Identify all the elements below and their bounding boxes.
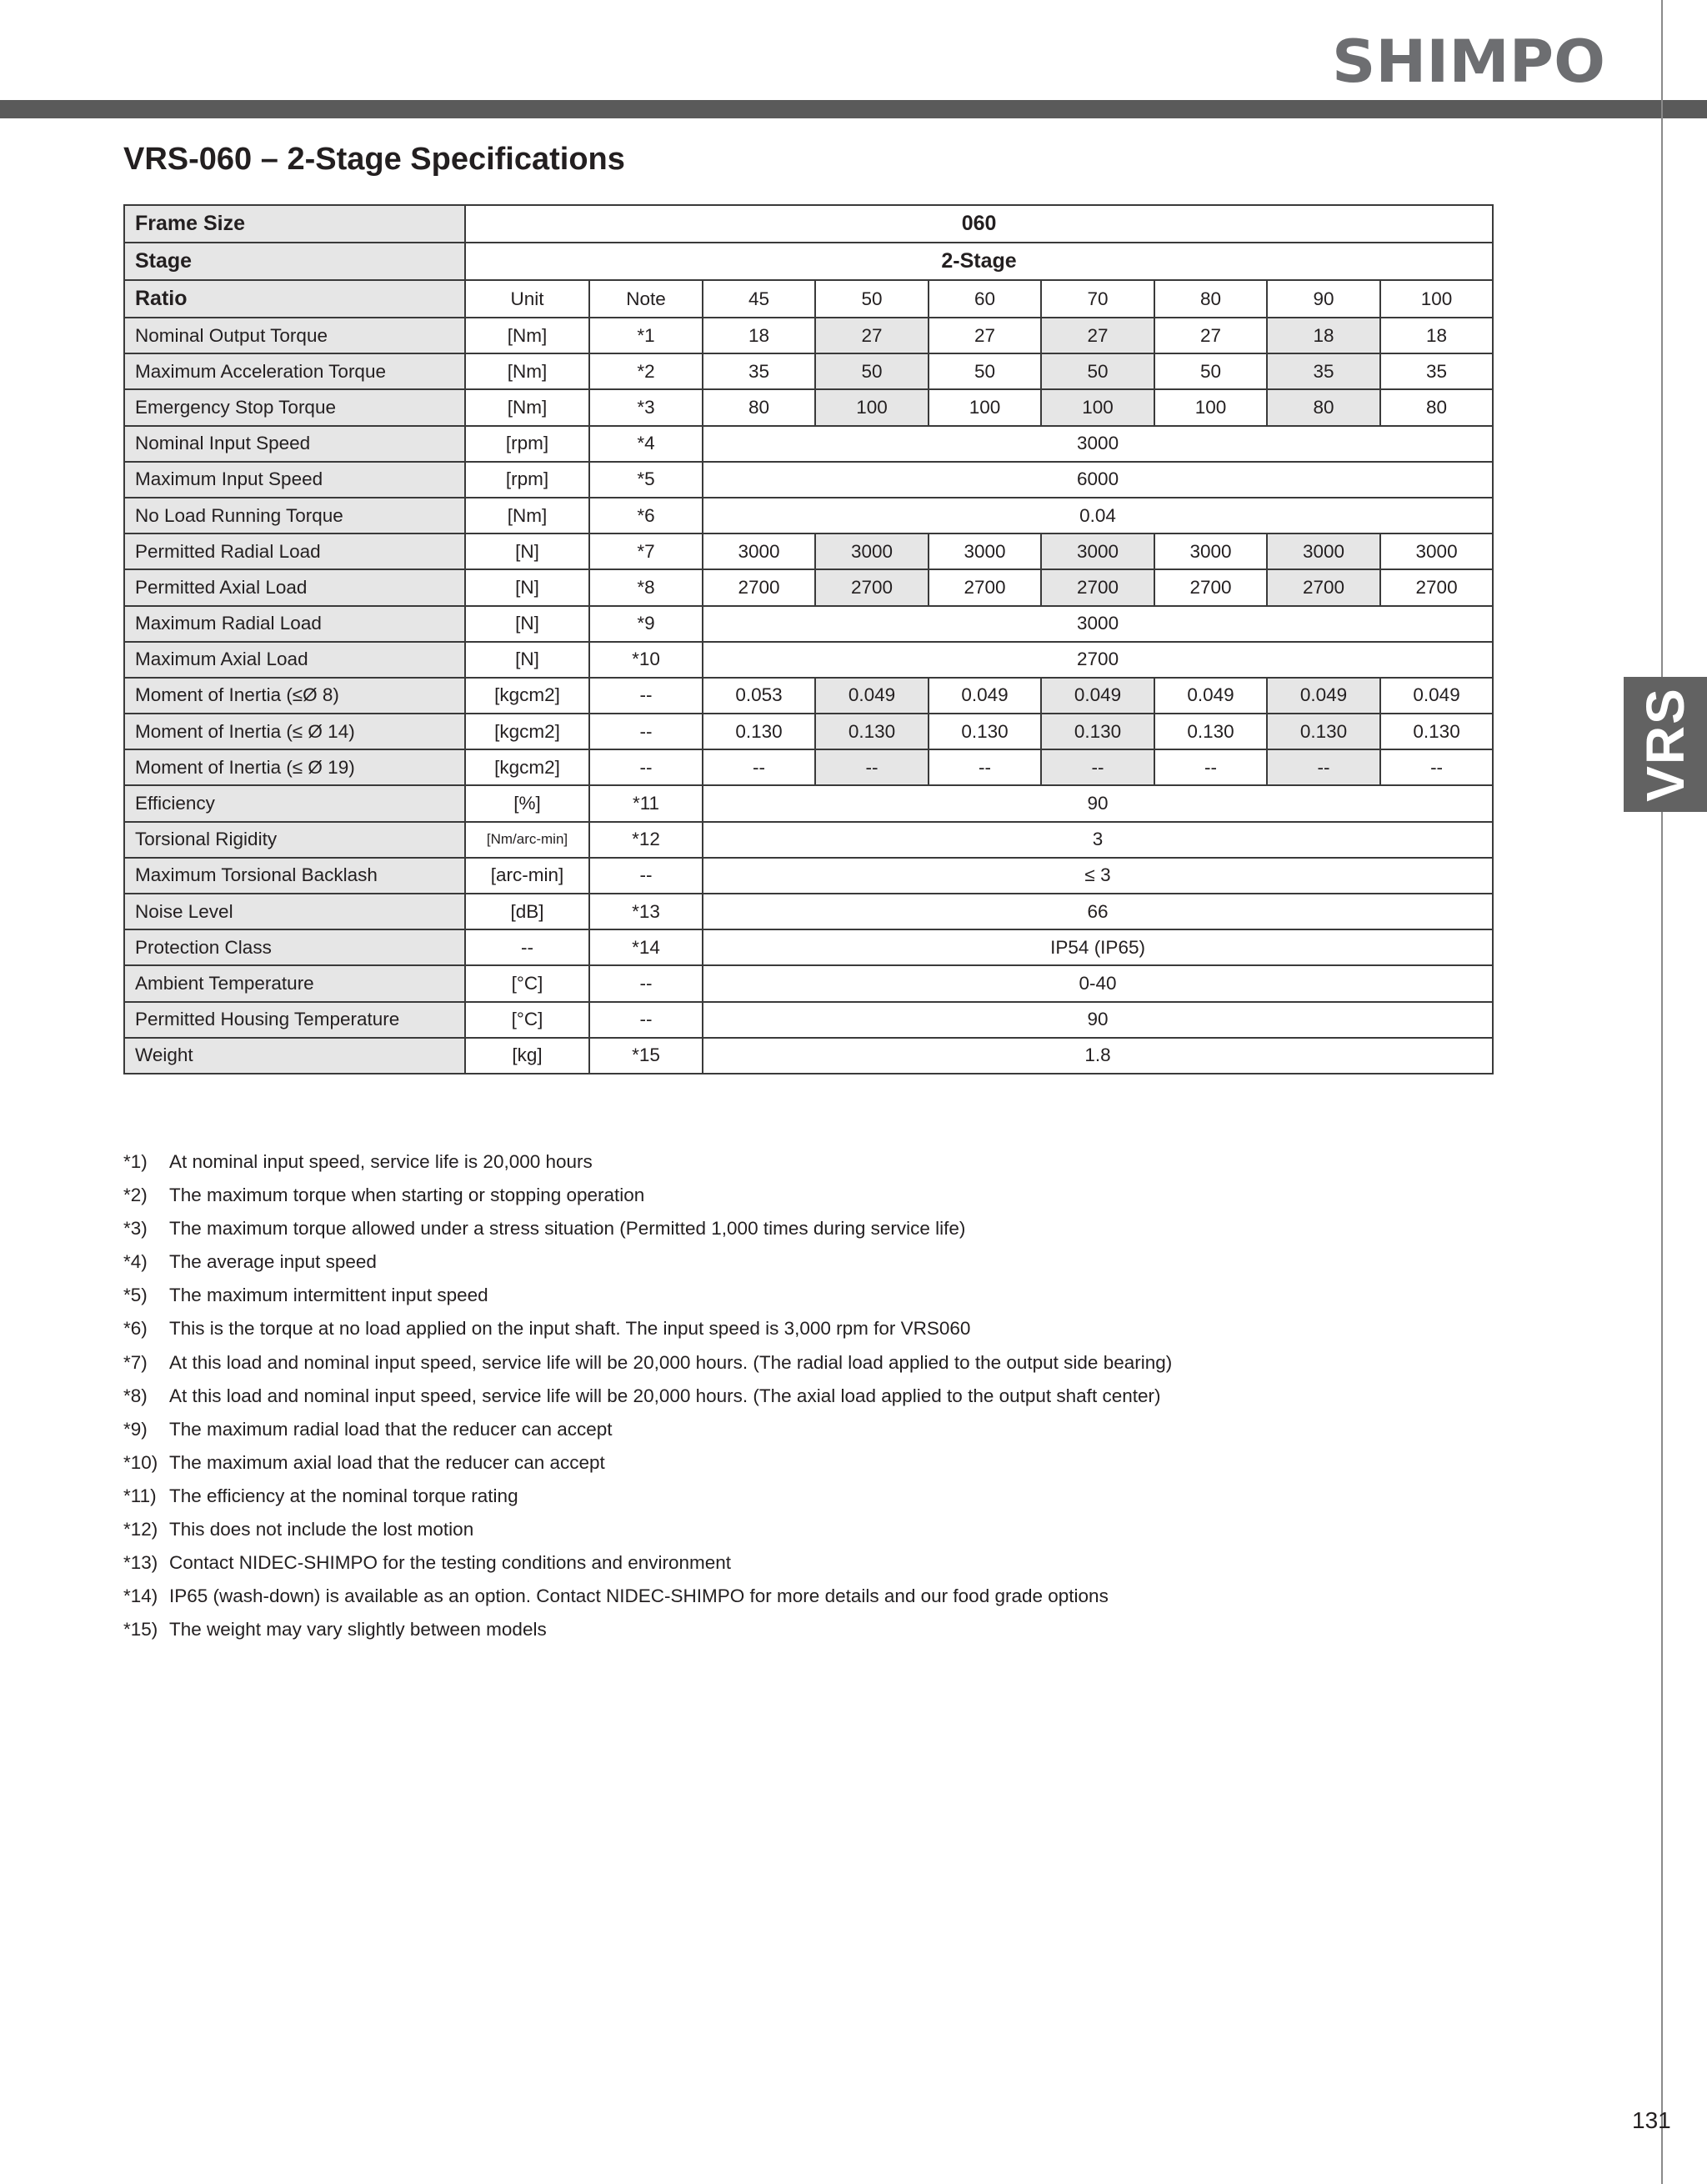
footnote xyxy=(123,1613,1172,1646)
spec-value: 18 xyxy=(1267,318,1380,353)
spec-unit: [kg] xyxy=(465,1038,589,1074)
ratio-row xyxy=(124,280,1493,318)
svg-text:SHIMPO: SHIMPO xyxy=(1332,28,1605,92)
spec-unit: [Nm] xyxy=(465,318,589,353)
spec-value: 80 xyxy=(1267,389,1380,425)
spec-note: -- xyxy=(589,858,703,894)
footnote xyxy=(123,1580,1172,1613)
spec-value: 0.049 xyxy=(929,678,1041,714)
spec-unit: [dB] xyxy=(465,894,589,929)
spec-row xyxy=(124,785,1493,821)
spec-value: 50 xyxy=(929,353,1041,389)
ratio-value: 60 xyxy=(929,280,1041,318)
footnote-text: The maximum torque when starting or stopping operation xyxy=(169,1185,645,1206)
shimpo-logo xyxy=(1331,25,1606,92)
footnote-marker: *1) xyxy=(123,1151,148,1172)
spec-unit: [N] xyxy=(465,569,589,605)
spec-value: -- xyxy=(929,749,1041,785)
spec-value: 0-40 xyxy=(703,965,1493,1001)
spec-note: -- xyxy=(589,678,703,714)
spec-value: 0.049 xyxy=(1380,678,1493,714)
spec-unit: [°C] xyxy=(465,1002,589,1038)
spec-label: No Load Running Torque xyxy=(124,498,465,533)
footnotes xyxy=(123,1145,1172,1646)
spec-note: *12 xyxy=(589,822,703,858)
spec-value: 50 xyxy=(815,353,929,389)
spec-value: 100 xyxy=(929,389,1041,425)
spec-value: 27 xyxy=(1154,318,1267,353)
spec-row xyxy=(124,389,1493,425)
spec-value: 3 xyxy=(703,822,1493,858)
spec-label: Nominal Output Torque xyxy=(124,318,465,353)
footnote-marker: *3) xyxy=(123,1218,148,1240)
spec-row xyxy=(124,1002,1493,1038)
spec-row xyxy=(124,606,1493,642)
spec-value: 3000 xyxy=(1380,533,1493,569)
spec-value: 0.130 xyxy=(1267,714,1380,749)
spec-value: -- xyxy=(1380,749,1493,785)
spec-value: 27 xyxy=(815,318,929,353)
footnote-text: This does not include the lost motion xyxy=(169,1519,474,1540)
spec-value: 0.049 xyxy=(1154,678,1267,714)
spec-row xyxy=(124,569,1493,605)
footnote-text: The efficiency at the nominal torque rating xyxy=(169,1485,518,1506)
spec-unit: [Nm] xyxy=(465,353,589,389)
spec-row xyxy=(124,353,1493,389)
footnote-marker: *2) xyxy=(123,1185,148,1206)
spec-value: 35 xyxy=(703,353,815,389)
spec-note: *10 xyxy=(589,642,703,678)
footnote xyxy=(123,1546,1172,1580)
spec-value: -- xyxy=(1041,749,1154,785)
spec-label: Noise Level xyxy=(124,894,465,929)
spec-row xyxy=(124,929,1493,965)
spec-label: Moment of Inertia (≤ Ø 14) xyxy=(124,714,465,749)
spec-value: 2700 xyxy=(1267,569,1380,605)
page-number: 131 xyxy=(1632,2107,1671,2133)
footnote-text: The weight may vary slightly between models xyxy=(169,1619,547,1641)
footnote-text: This is the torque at no load applied on the input shaft. The input speed is 3,000 rpm for VRS060 xyxy=(169,1318,971,1340)
spec-label: Weight xyxy=(124,1038,465,1074)
spec-unit: [Nm] xyxy=(465,389,589,425)
footnote-marker: *4) xyxy=(123,1251,148,1273)
spec-unit: [N] xyxy=(465,606,589,642)
spec-label: Moment of Inertia (≤Ø 8) xyxy=(124,678,465,714)
spec-value: 35 xyxy=(1380,353,1493,389)
spec-label: Maximum Acceleration Torque xyxy=(124,353,465,389)
footnote-text: The maximum axial load that the reducer can accept xyxy=(169,1451,605,1473)
footnote-text: At this load and nominal input speed, service life will be 20,000 hours. (The radial load applied to the output side bearing) xyxy=(169,1351,1173,1373)
footnote-marker: *6) xyxy=(123,1318,148,1340)
spec-note: *9 xyxy=(589,606,703,642)
spec-note: *11 xyxy=(589,785,703,821)
spec-row xyxy=(124,714,1493,749)
spec-unit: [%] xyxy=(465,785,589,821)
spec-value: 3000 xyxy=(1267,533,1380,569)
footnote xyxy=(123,1312,1172,1345)
spec-value: 2700 xyxy=(1380,569,1493,605)
specifications-table xyxy=(123,204,1494,1074)
spec-label: Nominal Input Speed xyxy=(124,426,465,462)
footnote-text: The maximum radial load that the reducer can accept xyxy=(169,1418,613,1440)
spec-value: 27 xyxy=(929,318,1041,353)
footnote-text: At this load and nominal input speed, service life will be 20,000 hours. (The axial load applied to the output shaft center) xyxy=(169,1385,1161,1406)
footnote-text: The maximum intermittent input speed xyxy=(169,1285,488,1306)
spec-value: 18 xyxy=(1380,318,1493,353)
spec-value: 0.130 xyxy=(1154,714,1267,749)
footnote-marker: *15) xyxy=(123,1619,158,1641)
spec-value: -- xyxy=(1267,749,1380,785)
spec-row xyxy=(124,498,1493,533)
spec-label: Moment of Inertia (≤ Ø 19) xyxy=(124,749,465,785)
spec-label: Maximum Torsional Backlash xyxy=(124,858,465,894)
footnote-marker: *5) xyxy=(123,1285,148,1306)
spec-note: -- xyxy=(589,714,703,749)
unit-column-header: Unit xyxy=(465,280,589,318)
spec-value: 0.053 xyxy=(703,678,815,714)
footnote xyxy=(123,1413,1172,1446)
footnote-marker: *11) xyxy=(123,1485,157,1506)
footnote xyxy=(123,1446,1172,1480)
spec-value: 0.04 xyxy=(703,498,1493,533)
footnote xyxy=(123,1380,1172,1413)
spec-unit: [kgcm2] xyxy=(465,749,589,785)
spec-value: IP54 (IP65) xyxy=(703,929,1493,965)
specifications-table-body xyxy=(124,205,1493,1074)
spec-unit: [kgcm2] xyxy=(465,678,589,714)
spec-row xyxy=(124,1038,1493,1074)
spec-value: 3000 xyxy=(1154,533,1267,569)
spec-note: *4 xyxy=(589,426,703,462)
frame-size-label: Frame Size xyxy=(124,205,465,243)
spec-unit: [Nm] xyxy=(465,498,589,533)
ratio-label: Ratio xyxy=(124,280,465,318)
footnote-text: IP65 (wash-down) is available as an option. Contact NIDEC-SHIMPO for more details and our food grade options xyxy=(169,1585,1109,1607)
spec-value: 100 xyxy=(1041,389,1154,425)
footnote-marker: *9) xyxy=(123,1418,148,1440)
spec-label: Ambient Temperature xyxy=(124,965,465,1001)
spec-value: 90 xyxy=(703,785,1493,821)
spec-note: -- xyxy=(589,749,703,785)
footnote-marker: *10) xyxy=(123,1451,158,1473)
spec-row xyxy=(124,822,1493,858)
spec-row xyxy=(124,749,1493,785)
spec-value: 3000 xyxy=(703,533,815,569)
spec-value: 3000 xyxy=(703,606,1493,642)
spec-value: 0.049 xyxy=(1041,678,1154,714)
ratio-value: 80 xyxy=(1154,280,1267,318)
spec-value: 2700 xyxy=(1041,569,1154,605)
spec-row xyxy=(124,462,1493,498)
spec-label: Permitted Axial Load xyxy=(124,569,465,605)
ratio-value: 100 xyxy=(1380,280,1493,318)
spec-row xyxy=(124,642,1493,678)
spec-value: 0.130 xyxy=(929,714,1041,749)
spec-unit: [Nm/arc-min] xyxy=(465,822,589,858)
spec-label: Maximum Axial Load xyxy=(124,642,465,678)
section-tab xyxy=(1624,677,1707,812)
spec-note: *13 xyxy=(589,894,703,929)
spec-value: 0.130 xyxy=(1041,714,1154,749)
footnote xyxy=(123,1480,1172,1513)
spec-value: 0.130 xyxy=(815,714,929,749)
spec-row xyxy=(124,858,1493,894)
spec-value: 18 xyxy=(703,318,815,353)
footnote-text: The maximum torque allowed under a stress situation (Permitted 1,000 times during service life) xyxy=(169,1218,966,1240)
spec-value: 100 xyxy=(815,389,929,425)
stage-value: 2-Stage xyxy=(465,243,1493,280)
stage-label: Stage xyxy=(124,243,465,280)
ratio-value: 45 xyxy=(703,280,815,318)
spec-value: 0.049 xyxy=(815,678,929,714)
spec-note: *1 xyxy=(589,318,703,353)
footnote xyxy=(123,1245,1172,1279)
spec-unit: [rpm] xyxy=(465,426,589,462)
spec-label: Maximum Radial Load xyxy=(124,606,465,642)
spec-label: Permitted Housing Temperature xyxy=(124,1002,465,1038)
footnote xyxy=(123,1212,1172,1245)
spec-value: 3000 xyxy=(815,533,929,569)
ratio-value: 90 xyxy=(1267,280,1380,318)
footnote-marker: *12) xyxy=(123,1519,158,1540)
spec-label: Maximum Input Speed xyxy=(124,462,465,498)
spec-value: 3000 xyxy=(703,426,1493,462)
section-tab-label: VRS xyxy=(1635,687,1695,802)
spec-value: 2700 xyxy=(1154,569,1267,605)
footnote-text: Contact NIDEC-SHIMPO for the testing conditions and environment xyxy=(169,1552,732,1574)
spec-value: 66 xyxy=(703,894,1493,929)
spec-unit: [kgcm2] xyxy=(465,714,589,749)
spec-label: Efficiency xyxy=(124,785,465,821)
spec-row xyxy=(124,894,1493,929)
footnote-marker: *13) xyxy=(123,1552,158,1574)
spec-row xyxy=(124,678,1493,714)
spec-value: 50 xyxy=(1154,353,1267,389)
footnote xyxy=(123,1145,1172,1179)
stage-row xyxy=(124,243,1493,280)
spec-value: -- xyxy=(815,749,929,785)
spec-note: *5 xyxy=(589,462,703,498)
spec-value: 2700 xyxy=(929,569,1041,605)
page-title: VRS-060 – 2-Stage Specifications xyxy=(123,142,625,177)
spec-value: 1.8 xyxy=(703,1038,1493,1074)
spec-note: *3 xyxy=(589,389,703,425)
ratio-value: 70 xyxy=(1041,280,1154,318)
spec-unit: [°C] xyxy=(465,965,589,1001)
ratio-value: 50 xyxy=(815,280,929,318)
spec-row xyxy=(124,318,1493,353)
spec-value: 3000 xyxy=(929,533,1041,569)
footnote-text: At nominal input speed, service life is 20,000 hours xyxy=(169,1151,593,1172)
footnote-marker: *8) xyxy=(123,1385,148,1406)
spec-value: 50 xyxy=(1041,353,1154,389)
spec-value: 100 xyxy=(1154,389,1267,425)
frame-size-value: 060 xyxy=(465,205,1493,243)
frame-size-row xyxy=(124,205,1493,243)
spec-value: 80 xyxy=(703,389,815,425)
spec-value: 2700 xyxy=(703,642,1493,678)
spec-value: 6000 xyxy=(703,462,1493,498)
page-edge-rule xyxy=(1661,0,1663,2184)
footnote-text: The average input speed xyxy=(169,1251,377,1273)
spec-value: 2700 xyxy=(703,569,815,605)
spec-label: Torsional Rigidity xyxy=(124,822,465,858)
spec-value: 0.130 xyxy=(1380,714,1493,749)
spec-value: 35 xyxy=(1267,353,1380,389)
footnote xyxy=(123,1346,1172,1380)
spec-note: -- xyxy=(589,965,703,1001)
spec-label: Emergency Stop Torque xyxy=(124,389,465,425)
spec-note: -- xyxy=(589,1002,703,1038)
spec-note: *7 xyxy=(589,533,703,569)
spec-value: 0.130 xyxy=(703,714,815,749)
spec-unit: [arc-min] xyxy=(465,858,589,894)
spec-label: Protection Class xyxy=(124,929,465,965)
spec-value: ≤ 3 xyxy=(703,858,1493,894)
footnote xyxy=(123,1179,1172,1212)
spec-value: 90 xyxy=(703,1002,1493,1038)
spec-value: 27 xyxy=(1041,318,1154,353)
spec-note: *14 xyxy=(589,929,703,965)
spec-value: 0.049 xyxy=(1267,678,1380,714)
spec-note: *2 xyxy=(589,353,703,389)
spec-row xyxy=(124,426,1493,462)
spec-row xyxy=(124,533,1493,569)
spec-value: 3000 xyxy=(1041,533,1154,569)
footnote xyxy=(123,1513,1172,1546)
footnote xyxy=(123,1279,1172,1312)
footnote-marker: *14) xyxy=(123,1585,158,1607)
spec-note: *15 xyxy=(589,1038,703,1074)
spec-note: *8 xyxy=(589,569,703,605)
footnote-marker: *7) xyxy=(123,1351,148,1373)
spec-unit: [N] xyxy=(465,642,589,678)
spec-value: -- xyxy=(1154,749,1267,785)
spec-unit: [rpm] xyxy=(465,462,589,498)
spec-unit: [N] xyxy=(465,533,589,569)
spec-row xyxy=(124,965,1493,1001)
spec-value: 80 xyxy=(1380,389,1493,425)
spec-unit: -- xyxy=(465,929,589,965)
spec-note: *6 xyxy=(589,498,703,533)
note-column-header: Note xyxy=(589,280,703,318)
spec-value: 2700 xyxy=(815,569,929,605)
spec-value: -- xyxy=(703,749,815,785)
spec-label: Permitted Radial Load xyxy=(124,533,465,569)
header-bar xyxy=(0,100,1707,118)
